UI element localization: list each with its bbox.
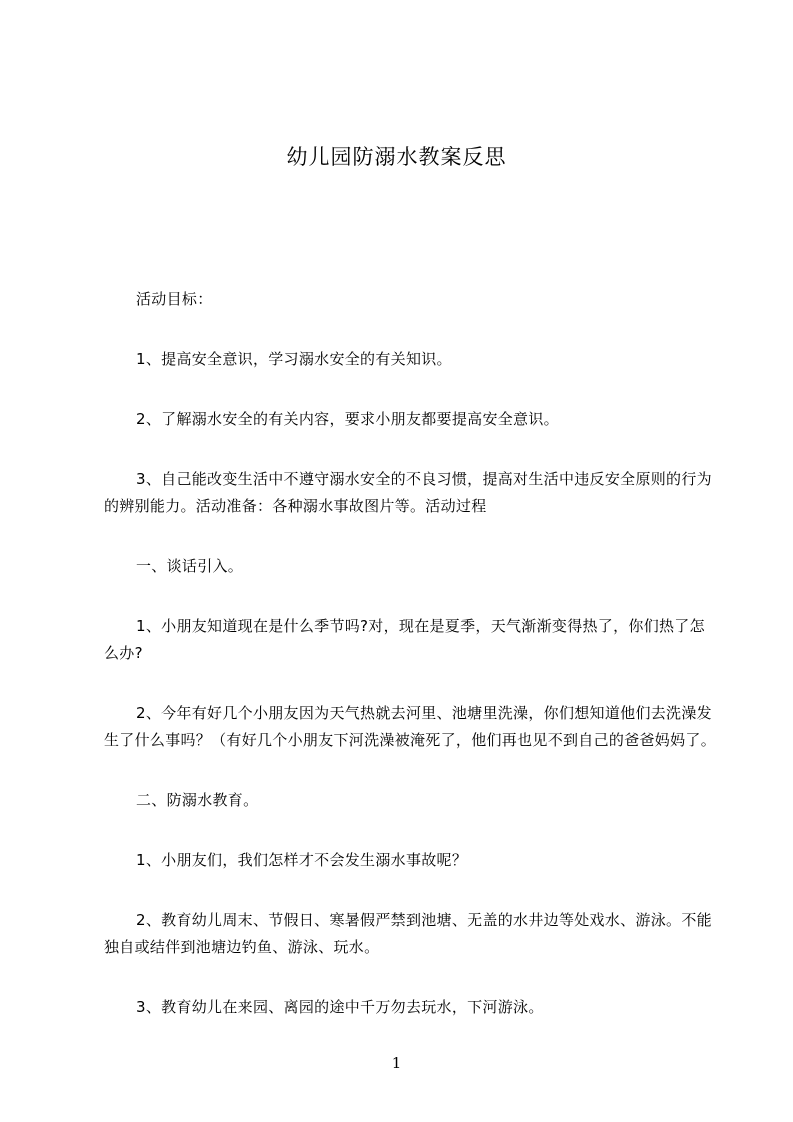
paragraph-activity-goals: 活动目标： xyxy=(136,290,213,308)
section-heading-intro: 一、谈话引入。 xyxy=(136,557,244,575)
paragraph-education-3: 3、教育幼儿在来园、离园的途中千万勿去玩水，下河游泳。 xyxy=(136,998,544,1016)
document-body xyxy=(104,286,716,1054)
paragraph-goal-1: 1、提高安全意识，学习溺水安全的有关知识。 xyxy=(136,350,452,368)
paragraph-goal-3: 3、自己能改变生活中不遵守溺水安全的不良习惯，提高对生活中违反安全原则的行为的辨别能力。活动准备：各种溺水事故图片等。活动过程 xyxy=(104,470,712,515)
page-number: 1 xyxy=(391,1054,402,1072)
paragraph-intro-2: 2、今年有好几个小朋友因为天气热就去河里、池塘里洗澡，你们想知道他们去洗澡发生了什么事吗？（有好几个小朋友下河洗澡被淹死了，他们再也见不到自己的爸爸妈妈了。 xyxy=(104,704,717,749)
document-title: 幼儿园防溺水教案反思 xyxy=(286,145,507,169)
paragraph-education-1: 1、小朋友们，我们怎样才不会发生溺水事故呢？ xyxy=(136,851,468,869)
paragraph-education-2: 2、教育幼儿周末、节假日、寒暑假严禁到池塘、无盖的水井边等处戏水、游泳。不能独自或结伴到池塘边钓鱼、游泳、玩水。 xyxy=(104,911,712,956)
paragraph-intro-1: 1、小朋友知道现在是什么季节吗?对，现在是夏季，天气渐渐变得热了，你们热了怎么办? xyxy=(104,617,705,662)
section-heading-education: 二、防溺水教育。 xyxy=(136,791,259,809)
paragraph-goal-2: 2、了解溺水安全的有关内容，要求小朋友都要提高安全意识。 xyxy=(136,410,559,428)
